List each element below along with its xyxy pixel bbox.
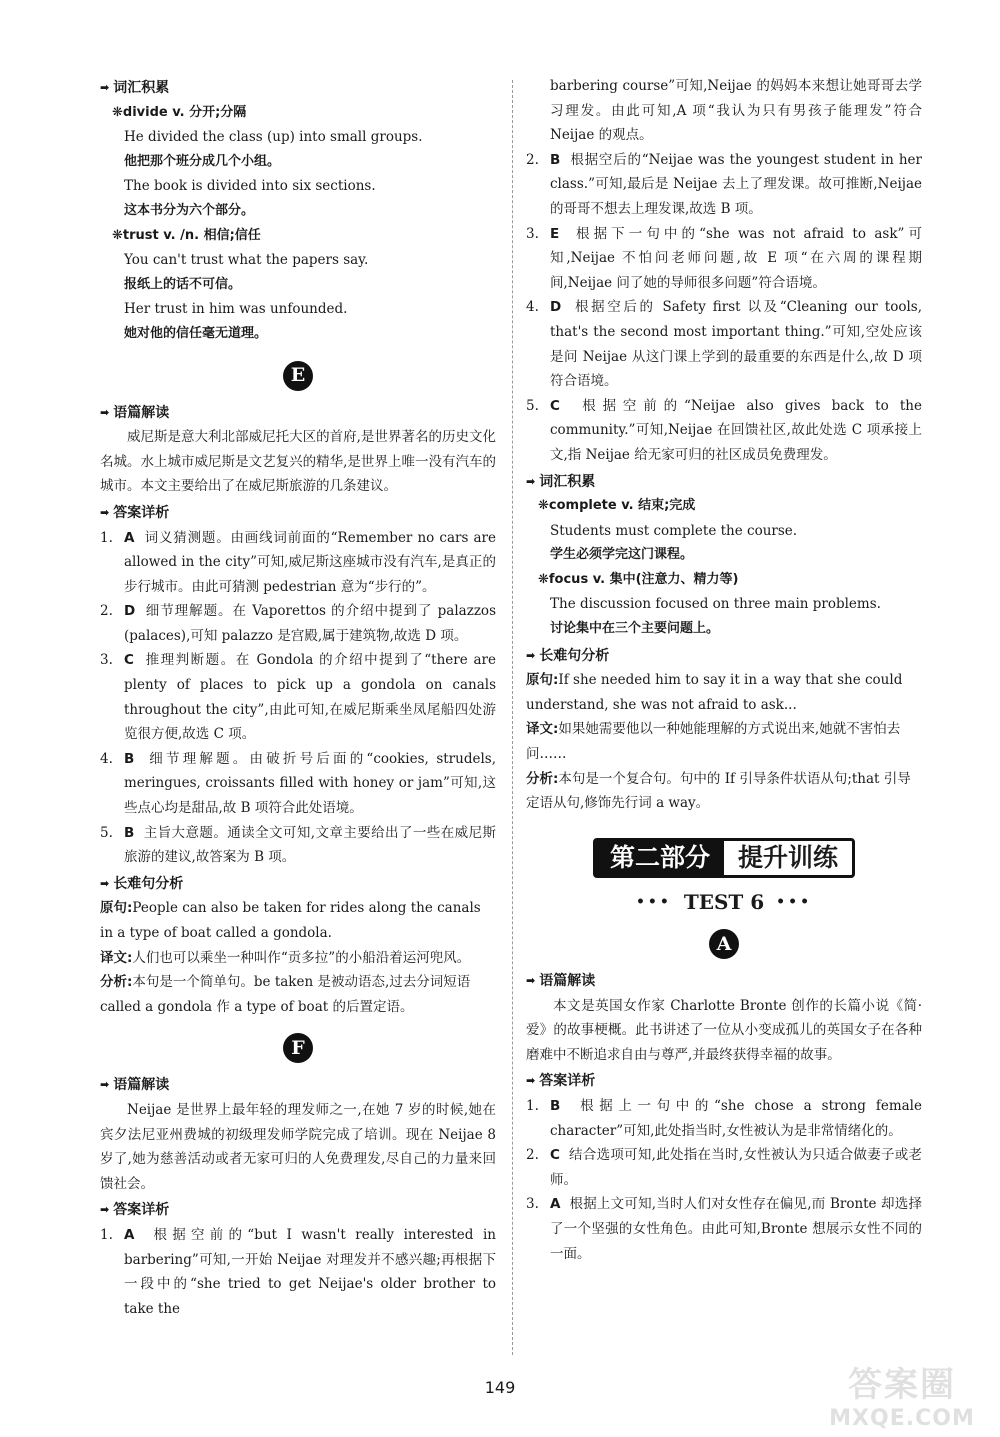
answer-number: 1. — [526, 1097, 539, 1114]
answer-explanation: 主旨大意题。通读全文可知,文章主要给出了一些在威尼斯旅游的建议,故答案为 B 项。 — [124, 824, 496, 866]
answer-body — [124, 599, 496, 648]
answer-letter: D — [550, 299, 562, 316]
answer-body — [550, 1094, 922, 1143]
analysis-line — [526, 668, 922, 717]
answer-list — [100, 526, 496, 870]
example-sentence: The book is divided into six sections. — [124, 178, 376, 195]
example-sentence: The discussion focused on three main problems. — [550, 596, 881, 613]
answer-continuation: barbering course”可知,Neijae 的妈妈本来想让她哥哥去学习理发。由此可知,A 项“我认为只有男孩子能理发”符合 Neijae 的观点。 — [550, 78, 922, 144]
answer-explanation: 词义猜测题。由画线词前面的“Remember no cars are allowed in the city”可知,威尼斯这座城市没有汽车,是真正的步行城市。由此可猜测 pedestrian 意为“步行的”。 — [124, 529, 496, 595]
analysis-line — [100, 970, 496, 1019]
answer-explanation: 根据空后的 Safety first 以及“Cleaning our tools, that's the second most important thing.”可知,空处应该是问 Neijae 从这门课上学到的最重要的东西是什么,故 D 项符合语境。 — [550, 299, 922, 390]
answer-item — [526, 148, 922, 222]
vocab-word: ❋focus v. 集中(注意力、精力等) — [538, 571, 739, 587]
answer-item: 1. A 根据空前的“but I wasn't really interested in barbering”可知,一开始 Neijae 对理发并不感兴趣;再根据下一段中的“she tried to get Neijae's older brother to take the — [100, 1226, 496, 1317]
answer-letter: C — [550, 397, 560, 414]
answer-number: 2. — [100, 603, 113, 620]
section-heading: ➡ 答案详析 — [526, 1069, 922, 1094]
example-translation: 这本书分为六个部分。 — [124, 202, 255, 218]
arrow-icon: ➡ — [526, 474, 536, 488]
section-heading: ➡ 词汇积累 — [526, 470, 922, 495]
passage-marker-a: A — [526, 929, 922, 959]
analysis-text: 人们也可以乘坐一种叫作“贡多拉”的小船沿着运河兜风。 — [132, 949, 471, 966]
answer-explanation: 根据空前的“Neijae also gives back to the community.”可知,Neijae 在回馈社区,故此处选 C 项承接上文,指 Neijae 给无家可归的社区成员免费理发。 — [550, 397, 922, 463]
analysis-line — [526, 767, 922, 816]
example-translation: 学生必须学完这门课程。 — [550, 547, 694, 563]
section-heading: ➡ 语篇解读 — [526, 969, 922, 994]
answer-body — [124, 648, 496, 746]
answer-number: 4. — [100, 750, 113, 767]
answer-explanation: 根据下一句中的“she was not afraid to ask”可知,Neijae 不怕问老师问题,故 E 项“在六周的课程期间,Neijae 问了她的导师很多问题”符合语境。 — [550, 225, 922, 291]
section-heading: ➡ 长难句分析 — [100, 872, 496, 897]
analysis-text: 本句是一个简单句。be taken 是被动语态,过去分词短语 called a gondola 作 a type of boat 的后置定语。 — [100, 974, 471, 1015]
answer-number: 5. — [100, 824, 113, 841]
answer-body — [550, 148, 922, 222]
answer-body — [124, 821, 496, 870]
answer-number: 2. — [526, 1147, 539, 1164]
arrow-icon: ➡ — [526, 1074, 536, 1088]
answer-number: 3. — [526, 1196, 539, 1213]
arrow-icon: ➡ — [100, 81, 110, 94]
sentence-analysis — [526, 668, 922, 816]
answer-number: 1. — [100, 529, 113, 546]
answer-body — [550, 1192, 922, 1266]
answer-number: 4. — [526, 299, 539, 316]
example-sentence: He divided the class (up) into small groups. — [124, 129, 423, 146]
passage-marker-e: E — [100, 361, 496, 391]
vocab-list — [526, 494, 922, 642]
answer-body — [550, 394, 922, 468]
part-banner: 第二部分 提升训练 — [526, 838, 922, 879]
answer-item — [526, 222, 922, 296]
section-heading: ➡ 语篇解读 — [100, 401, 496, 426]
answer-item — [100, 821, 496, 870]
example-translation: 讨论集中在三个主要问题上。 — [550, 621, 720, 637]
column-divider — [512, 80, 513, 1355]
answer-item — [526, 1094, 922, 1143]
answer-list — [526, 148, 922, 468]
test-title: ••• TEST 6 ••• — [635, 890, 813, 915]
answer-body — [550, 222, 922, 296]
section-heading: ➡ 答案详析 — [100, 1198, 496, 1223]
sentence-analysis — [100, 896, 496, 1019]
answer-item — [526, 1192, 922, 1266]
reading-summary: 本文是英国女作家 Charlotte Bronte 创作的长篇小说《简·爱》的故事梗概。此书讲述了一位从小变成孤儿的英国女子在各种磨难中不断追求自由与尊严,并最终获得幸福的故事。 — [526, 997, 922, 1063]
answer-letter: B — [550, 1097, 561, 1114]
arrow-icon: ➡ — [100, 876, 110, 890]
answer-item — [100, 648, 496, 746]
answer-letter: E — [550, 225, 560, 242]
answer-body — [550, 1143, 922, 1192]
answer-number: 3. — [526, 225, 539, 242]
answer-letter: A — [124, 529, 135, 546]
vocab-word: ❋trust v. /n. 相信;信任 — [112, 227, 261, 243]
analysis-text: If she needed him to say it in a way that she could understand, she was not afraid to ask... — [526, 672, 903, 713]
vocab-list — [100, 101, 496, 347]
answer-explanation: 根据上一句中的“she chose a strong female character”可知,此处指当时,女性被认为是非常情绪化的。 — [550, 1097, 922, 1139]
right-column — [526, 74, 922, 1266]
answer-body — [124, 747, 496, 821]
passage-marker-f: F — [100, 1033, 496, 1063]
arrow-icon: ➡ — [100, 1078, 110, 1092]
answer-number: 5. — [526, 397, 539, 414]
reading-summary: 威尼斯是意大利北部威尼托大区的首府,是世界著名的历史文化名城。水上城市威尼斯是文艺复兴的精华,是世界上唯一没有汽车的城市。本文主要给出了在威尼斯旅游的几条建议。 — [100, 429, 496, 495]
analysis-text: 如果她需要他以一种她能理解的方式说出来,她就不害怕去问…… — [526, 721, 901, 763]
answer-number: 2. — [526, 151, 539, 168]
answer-body — [550, 295, 922, 393]
answer-item — [100, 599, 496, 648]
reading-summary: Neijae 是世界上最年轻的理发师之一,在她 7 岁的时候,她在宾夕法尼亚州费城的初级理发师学院完成了培训。现在 Neijae 8 岁了,她为慈善活动或者无家可归的人免费理发,尽自己的力量来回馈社会。 — [100, 1101, 496, 1192]
answer-number: 3. — [100, 652, 113, 669]
analysis-label: 分析: — [100, 974, 133, 991]
analysis-line — [100, 946, 496, 971]
arrow-icon: ➡ — [526, 648, 536, 662]
left-column — [100, 74, 496, 1321]
example-translation: 报纸上的话不可信。 — [124, 276, 242, 292]
answer-letter: A — [550, 1196, 561, 1213]
section-heading: ➡ 语篇解读 — [100, 1073, 496, 1098]
answer-letter: B — [124, 750, 135, 767]
example-sentence: You can't trust what the papers say. — [124, 252, 369, 269]
arrow-icon: ➡ — [100, 505, 110, 519]
answer-list — [526, 1094, 922, 1266]
answer-letter: C — [124, 652, 134, 669]
analysis-line — [100, 896, 496, 945]
answer-letter: D — [124, 603, 136, 620]
analysis-text: 本句是一个复合句。句中的 If 引导条件状语从句;that 引导定语从句,修饰先行词 a way。 — [526, 770, 911, 812]
answer-explanation: 细节理解题。在 Vaporettos 的介绍中提到了 palazzos (palaces),可知 palazzo 是宫殿,属于建筑物,故选 D 项。 — [124, 603, 496, 644]
answer-item — [100, 747, 496, 821]
answer-explanation: 结合选项可知,此处指在当时,女性被认为只适合做妻子或老师。 — [550, 1147, 922, 1188]
decorative-dots: ••• — [635, 894, 672, 911]
answer-explanation: 推理判断题。在 Gondola 的介绍中提到了“there are plenty of places to pick up a gondola on canals throughout the city”,由此可知,在威尼斯乘坐凤尾船四处游览很方便,故选 C 项。 — [124, 652, 496, 743]
analysis-label: 分析: — [526, 770, 559, 787]
analysis-label: 原句: — [526, 672, 559, 689]
analysis-label: 原句: — [100, 900, 133, 917]
example-translation: 他把那个班分成几个小组。 — [124, 153, 281, 169]
arrow-icon: ➡ — [100, 405, 110, 419]
arrow-icon: ➡ — [526, 974, 536, 987]
answer-item — [526, 295, 922, 393]
answer-item — [100, 526, 496, 600]
vocab-word: ❋divide v. 分开;分隔 — [112, 104, 247, 120]
analysis-label: 译文: — [526, 721, 559, 738]
analysis-line — [526, 717, 922, 766]
analysis-label: 译文: — [100, 949, 133, 966]
section-heading: ➡ 答案详析 — [100, 501, 496, 526]
answer-item — [526, 1143, 922, 1192]
answer-letter: C — [550, 1147, 560, 1164]
analysis-text: People can also be taken for rides along the canals in a type of boat called a gondola. — [100, 900, 481, 941]
answer-explanation: 细节理解题。由破折号后面的“cookies, strudels, meringues, croissants filled with honey or jam”可知,这些点心均是甜品,故 B 项符合此处语境。 — [124, 750, 496, 817]
section-heading: ➡ 长难句分析 — [526, 644, 922, 669]
answer-body — [124, 526, 496, 600]
answer-letter: B — [124, 824, 135, 841]
answer-letter: B — [550, 151, 561, 168]
example-sentence: Students must complete the course. — [550, 522, 798, 539]
section-heading: ➡ 词汇积累 — [100, 76, 496, 101]
example-sentence: Her trust in him was unfounded. — [124, 301, 348, 318]
watermark-logo: 答案圈 MXQE.COM — [829, 1365, 975, 1431]
vocab-word: ❋complete v. 结束;完成 — [538, 498, 696, 514]
answer-explanation: 根据空后的“Neijae was the youngest student in her class.”可知,最后是 Neijae 去上了理发课。故可推断,Neijae 的哥哥不想去上理发课,故选 B 项。 — [550, 151, 922, 217]
example-translation: 她对他的信任毫无道理。 — [124, 325, 268, 341]
arrow-icon: ➡ — [100, 1203, 110, 1217]
page-number: 149 — [484, 1378, 516, 1397]
answer-explanation: 根据上文可知,当时人们对女性存在偏见,而 Bronte 却选择了一个坚强的女性角色。由此可知,Bronte 想展示女性不同的一面。 — [550, 1196, 922, 1262]
answer-item — [526, 394, 922, 468]
decorative-dots: ••• — [776, 894, 813, 911]
